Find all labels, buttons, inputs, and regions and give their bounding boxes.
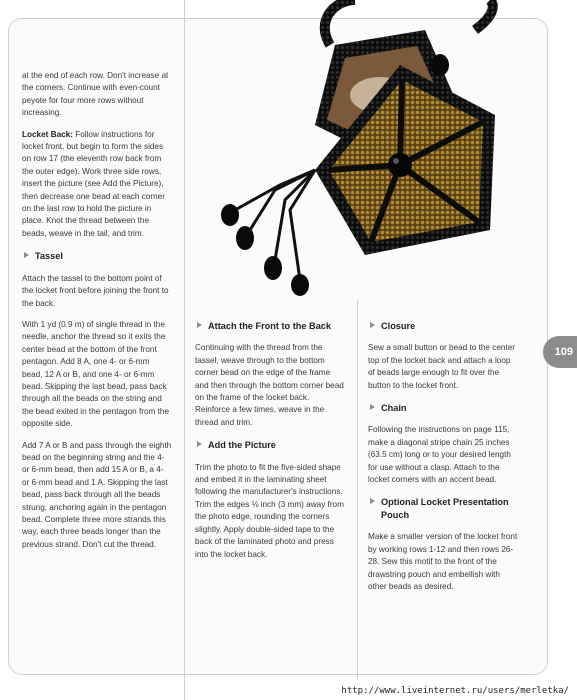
paragraph: Add 7 A or B and pass through the eighth bead on the beginning string and the 4- or 6-mm bead, then add 15 A or B, a 4- or 6-mm bead and 1 A. Skipping the last bead, pass back through all the beads strung, anchoring again in the pentagon bead. Complete three more strands this way, each three beads longer than the previous strand. Don't cut the thread.	[22, 440, 172, 549]
text-column-middle	[195, 310, 345, 570]
paragraph: With 1 yd (0.9 m) of single thread in the needle, anchor the thread so it exits the center bead at the bottom of the front pentagon. Add 8 A, one 4- or 6-mm bead, 12 A or B, and one 4- or 6-mm bead. Skipping the last bead, pass back through all the beads on the string and the bead exited in the pentagon from the opposite side.	[22, 319, 170, 429]
paragraph: Sew a small button or bead to the center top of the locket back and attach a loop of beads large enough to fit over the button to the locket front.	[368, 343, 516, 390]
triangle-bullet-icon	[370, 322, 375, 328]
text-column-left	[22, 70, 172, 560]
heading-optional-pouch: Optional Locket Presentation Pouch	[368, 496, 518, 521]
heading-add-picture: Add the Picture	[195, 439, 345, 451]
paragraph: Trim the photo to fit the five-sided shape and embed it in the laminating sheet following the manufacturer's instructions. Trim the edges ⅛ inch (3 mm) away from the photo edge, rounding the corners slightly. Apply double-sided tape to the back of the laminated photo and press into the locket back.	[195, 462, 344, 559]
paragraph: at the end of each row. Don't increase at the corners. Continue with even-count peyote for four more rows without increasing.	[22, 71, 169, 118]
paragraph: Make a smaller version of the locket front by working rows 1-12 and then rows 26-28. Sew this motif to the front of the drawstring pouch and embellish with other beads as desired.	[368, 532, 518, 591]
triangle-bullet-icon	[197, 322, 202, 328]
paragraph: Continuing with the thread from the tassel, weave through to the bottom corner bead on the edge of the frame and then through the bottom corner bead on the frame of the locket back. Reinforce a few times, weave in the thread and trim.	[195, 343, 344, 427]
heading-closure: Closure	[368, 320, 518, 332]
triangle-bullet-icon	[197, 441, 202, 447]
beaded-locket-photo	[205, 0, 550, 298]
heading-attach: Attach the Front to the Back	[195, 320, 345, 332]
heading-chain: Chain	[368, 402, 518, 414]
column-rule-left	[184, 0, 185, 700]
subheading-locket-back: Locket Back:	[22, 129, 73, 139]
paragraph-text: Follow instructions for locket front, but begin to form the sides on row 17 (the eleventh row back from the outer edge). Work three side rows, insert the picture (see Add the Picture), then decrease one bead at each corner on the last row to hold the picture in place. Knot the thread between the beads, weave in the tail, and trim.	[22, 129, 165, 238]
paragraph: Attach the tassel to the bottom point of the locket front before joining the front to the back.	[22, 273, 169, 308]
text-column-right	[368, 310, 518, 602]
heading-tassel: Tassel	[22, 250, 172, 262]
page-number-tab	[543, 336, 577, 368]
paragraph: Following the instructions on page 115, make a diagonal stripe chain 25 inches (63.5 cm) long or to your desired length for use without a clasp. Attach to the locket corners with an accent bead.	[368, 425, 511, 485]
triangle-bullet-icon	[370, 404, 375, 410]
watermark-url: http://www.liveinternet.ru/users/merletka/	[341, 686, 569, 696]
paragraph-locket-back	[22, 129, 172, 241]
page-number: 109	[554, 346, 573, 358]
triangle-bullet-icon	[370, 498, 375, 504]
triangle-bullet-icon	[24, 252, 29, 258]
column-rule-right	[357, 300, 358, 680]
